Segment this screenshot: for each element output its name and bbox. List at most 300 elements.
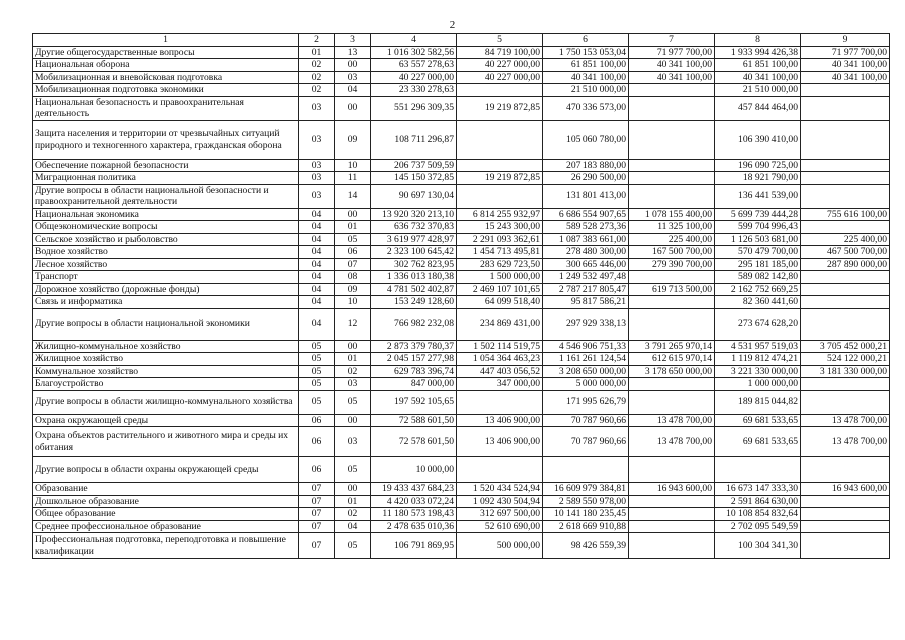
- value-col-6: 70 787 960,66: [543, 427, 629, 457]
- row-name: Жилищное хозяйство: [33, 353, 299, 366]
- value-col-7: 40 341 100,00: [629, 59, 715, 72]
- value-col-5: 2 469 107 101,65: [457, 283, 543, 296]
- value-col-4: 1 336 013 180,38: [371, 271, 457, 284]
- value-col-5: 1 502 114 519,75: [457, 340, 543, 353]
- row-subsection-code: 11: [335, 172, 371, 185]
- row-name: Профессиональная подготовка, переподготовка и повышение квалификации: [33, 533, 299, 559]
- value-col-4: 106 791 869,95: [371, 533, 457, 559]
- value-col-6: 589 528 273,36: [543, 221, 629, 234]
- value-col-7: [629, 378, 715, 391]
- value-col-7: 13 478 700,00: [629, 427, 715, 457]
- table-row: [33, 233, 890, 246]
- value-col-7: 40 341 100,00: [629, 71, 715, 84]
- value-col-9: [801, 271, 890, 284]
- value-col-9: 16 943 600,00: [801, 483, 890, 496]
- row-subsection-code: 08: [335, 271, 371, 284]
- value-col-6: 171 995 626,79: [543, 390, 629, 414]
- value-col-9: [801, 159, 890, 172]
- value-col-9: 71 977 700,00: [801, 46, 890, 59]
- value-col-8: 10 108 854 832,64: [715, 508, 801, 521]
- value-col-7: [629, 495, 715, 508]
- row-name: Коммунальное хозяйство: [33, 365, 299, 378]
- value-col-5: 84 719 100,00: [457, 46, 543, 59]
- value-col-8: 570 479 700,00: [715, 246, 801, 259]
- row-name: Другие вопросы в области жилищно-коммунального хозяйства: [33, 390, 299, 414]
- value-col-8: 589 082 142,80: [715, 271, 801, 284]
- value-col-9: 40 341 100,00: [801, 71, 890, 84]
- value-col-8: 18 921 790,00: [715, 172, 801, 185]
- table-row: [33, 271, 890, 284]
- value-col-7: 3 178 650 000,00: [629, 365, 715, 378]
- table-body: [33, 46, 890, 559]
- value-col-4: 72 578 601,50: [371, 427, 457, 457]
- row-name: Дошкольное образование: [33, 495, 299, 508]
- value-col-5: 19 219 872,85: [457, 96, 543, 120]
- value-col-4: 2 873 379 780,37: [371, 340, 457, 353]
- table-row: [33, 84, 890, 97]
- value-col-4: 145 150 372,85: [371, 172, 457, 185]
- row-section-code: 05: [299, 365, 335, 378]
- value-col-8: 3 221 330 000,00: [715, 365, 801, 378]
- value-col-7: 71 977 700,00: [629, 46, 715, 59]
- value-col-8: 189 815 044,82: [715, 390, 801, 414]
- value-col-9: [801, 378, 890, 391]
- row-name: Другие вопросы в области охраны окружающей среды: [33, 457, 299, 483]
- value-col-6: 1 161 261 124,54: [543, 353, 629, 366]
- value-col-9: [801, 283, 890, 296]
- value-col-8: 82 360 441,60: [715, 296, 801, 309]
- value-col-7: [629, 184, 715, 208]
- value-col-6: 1 087 383 661,00: [543, 233, 629, 246]
- row-subsection-code: 00: [335, 414, 371, 427]
- value-col-4: 847 000,00: [371, 378, 457, 391]
- value-col-5: 19 219 872,85: [457, 172, 543, 185]
- value-col-6: 95 817 586,21: [543, 296, 629, 309]
- table-row: [33, 184, 890, 208]
- value-col-5: 52 610 690,00: [457, 520, 543, 533]
- column-header: 9: [801, 34, 890, 47]
- value-col-7: 1 078 155 400,00: [629, 208, 715, 221]
- value-col-7: [629, 533, 715, 559]
- value-col-6: 2 618 669 910,88: [543, 520, 629, 533]
- value-col-9: [801, 508, 890, 521]
- value-col-9: 225 400,00: [801, 233, 890, 246]
- value-col-7: [629, 271, 715, 284]
- value-col-6: 5 000 000,00: [543, 378, 629, 391]
- value-col-4: 551 296 309,35: [371, 96, 457, 120]
- row-section-code: 07: [299, 520, 335, 533]
- row-section-code: 01: [299, 46, 335, 59]
- value-col-8: 5 699 739 444,28: [715, 208, 801, 221]
- value-col-5: 40 227 000,00: [457, 71, 543, 84]
- table-row: [33, 495, 890, 508]
- value-col-6: 297 929 338,13: [543, 308, 629, 340]
- value-col-5: 2 291 093 362,61: [457, 233, 543, 246]
- value-col-5: 283 629 723,50: [457, 258, 543, 271]
- value-col-4: 2 323 100 645,42: [371, 246, 457, 259]
- value-col-6: 2 787 217 805,47: [543, 283, 629, 296]
- value-col-5: 1 520 434 524,94: [457, 483, 543, 496]
- value-col-5: [457, 84, 543, 97]
- row-subsection-code: 03: [335, 71, 371, 84]
- row-subsection-code: 00: [335, 59, 371, 72]
- row-section-code: 02: [299, 71, 335, 84]
- row-subsection-code: 02: [335, 365, 371, 378]
- value-col-9: [801, 457, 890, 483]
- value-col-4: 19 433 437 684,23: [371, 483, 457, 496]
- row-name: Национальная экономика: [33, 208, 299, 221]
- row-name: Национальная оборона: [33, 59, 299, 72]
- value-col-4: 2 478 635 010,36: [371, 520, 457, 533]
- value-col-7: [629, 308, 715, 340]
- value-col-9: 3 181 330 000,00: [801, 365, 890, 378]
- value-col-9: [801, 221, 890, 234]
- value-col-9: 755 616 100,00: [801, 208, 890, 221]
- value-col-7: 167 500 700,00: [629, 246, 715, 259]
- column-header: 3: [335, 34, 371, 47]
- column-header: 4: [371, 34, 457, 47]
- value-col-6: 207 183 880,00: [543, 159, 629, 172]
- value-col-6: 1 750 153 053,04: [543, 46, 629, 59]
- value-col-5: [457, 120, 543, 159]
- row-section-code: 03: [299, 159, 335, 172]
- value-col-4: 13 920 320 213,10: [371, 208, 457, 221]
- value-col-7: [629, 159, 715, 172]
- value-col-8: 100 304 341,30: [715, 533, 801, 559]
- value-col-9: [801, 533, 890, 559]
- value-col-8: 4 531 957 519,03: [715, 340, 801, 353]
- page-number: 2: [449, 19, 456, 31]
- table-row: [33, 390, 890, 414]
- value-col-8: 196 090 725,00: [715, 159, 801, 172]
- value-col-6: 16 609 979 384,81: [543, 483, 629, 496]
- value-col-8: 1 126 503 681,00: [715, 233, 801, 246]
- value-col-5: [457, 390, 543, 414]
- table-row: [33, 59, 890, 72]
- value-col-5: 6 814 255 932,97: [457, 208, 543, 221]
- value-col-4: 636 732 370,83: [371, 221, 457, 234]
- value-col-7: 11 325 100,00: [629, 221, 715, 234]
- column-header: 2: [299, 34, 335, 47]
- table-row: [33, 208, 890, 221]
- row-name: Общее образование: [33, 508, 299, 521]
- value-col-7: [629, 84, 715, 97]
- row-section-code: 05: [299, 353, 335, 366]
- table-row: [33, 172, 890, 185]
- value-col-7: 3 791 265 970,14: [629, 340, 715, 353]
- row-name: Лесное хозяйство: [33, 258, 299, 271]
- value-col-6: 470 336 573,00: [543, 96, 629, 120]
- value-col-6: 131 801 413,00: [543, 184, 629, 208]
- value-col-8: 106 390 410,00: [715, 120, 801, 159]
- value-col-9: 287 890 000,00: [801, 258, 890, 271]
- row-name: Национальная безопасность и правоохранительная деятельность: [33, 96, 299, 120]
- value-col-7: [629, 520, 715, 533]
- value-col-7: 16 943 600,00: [629, 483, 715, 496]
- value-col-4: 23 330 278,63: [371, 84, 457, 97]
- value-col-7: [629, 172, 715, 185]
- row-section-code: 04: [299, 208, 335, 221]
- value-col-5: 13 406 900,00: [457, 427, 543, 457]
- row-name: Образование: [33, 483, 299, 496]
- value-col-7: [629, 96, 715, 120]
- value-col-5: 1 092 430 504,94: [457, 495, 543, 508]
- row-subsection-code: 01: [335, 495, 371, 508]
- row-section-code: 02: [299, 59, 335, 72]
- row-subsection-code: 09: [335, 120, 371, 159]
- row-name: Благоустройство: [33, 378, 299, 391]
- value-col-7: [629, 390, 715, 414]
- row-subsection-code: 09: [335, 283, 371, 296]
- table-row: [33, 340, 890, 353]
- value-col-5: 1 454 713 495,81: [457, 246, 543, 259]
- value-col-9: [801, 495, 890, 508]
- table-row: [33, 533, 890, 559]
- table-row: [33, 483, 890, 496]
- row-section-code: 07: [299, 495, 335, 508]
- row-section-code: 03: [299, 184, 335, 208]
- value-col-8: 273 674 628,20: [715, 308, 801, 340]
- row-subsection-code: 05: [335, 533, 371, 559]
- row-subsection-code: 01: [335, 353, 371, 366]
- value-col-7: 13 478 700,00: [629, 414, 715, 427]
- row-section-code: 04: [299, 258, 335, 271]
- row-subsection-code: 12: [335, 308, 371, 340]
- row-section-code: 04: [299, 221, 335, 234]
- value-col-6: 61 851 100,00: [543, 59, 629, 72]
- row-subsection-code: 14: [335, 184, 371, 208]
- value-col-8: 136 441 539,00: [715, 184, 801, 208]
- column-header: 7: [629, 34, 715, 47]
- row-name: Среднее профессиональное образование: [33, 520, 299, 533]
- value-col-6: 4 546 906 751,33: [543, 340, 629, 353]
- value-col-5: 13 406 900,00: [457, 414, 543, 427]
- table-row: [33, 365, 890, 378]
- row-section-code: 04: [299, 308, 335, 340]
- row-name: Сельское хозяйство и рыболовство: [33, 233, 299, 246]
- table-row: [33, 258, 890, 271]
- table-row: [33, 71, 890, 84]
- value-col-8: 295 181 185,00: [715, 258, 801, 271]
- table-row: [33, 520, 890, 533]
- value-col-4: 197 592 105,65: [371, 390, 457, 414]
- table-row: [33, 96, 890, 120]
- row-subsection-code: 07: [335, 258, 371, 271]
- value-col-4: 1 016 302 582,56: [371, 46, 457, 59]
- value-col-7: [629, 508, 715, 521]
- row-section-code: 06: [299, 414, 335, 427]
- row-section-code: 06: [299, 457, 335, 483]
- value-col-4: 72 588 601,50: [371, 414, 457, 427]
- row-subsection-code: 10: [335, 159, 371, 172]
- table-row: [33, 246, 890, 259]
- row-name: Жилищно-коммунальное хозяйство: [33, 340, 299, 353]
- value-col-5: 447 403 056,52: [457, 365, 543, 378]
- table-row: [33, 221, 890, 234]
- table-row: [33, 353, 890, 366]
- column-header: 1: [33, 34, 299, 47]
- row-section-code: 07: [299, 483, 335, 496]
- value-col-5: 347 000,00: [457, 378, 543, 391]
- row-section-code: 04: [299, 271, 335, 284]
- column-header: 8: [715, 34, 801, 47]
- value-col-8: 2 591 864 630,00: [715, 495, 801, 508]
- value-col-9: [801, 96, 890, 120]
- value-col-8: 457 844 464,00: [715, 96, 801, 120]
- value-col-8: 69 681 533,65: [715, 427, 801, 457]
- value-col-5: 500 000,00: [457, 533, 543, 559]
- value-col-8: [715, 457, 801, 483]
- value-col-5: [457, 184, 543, 208]
- value-col-4: 11 180 573 198,43: [371, 508, 457, 521]
- row-name: Защита населения и территории от чрезвычайных ситуаций природного и техногенного характера, гражданская оборона: [33, 120, 299, 159]
- value-col-6: 98 426 559,39: [543, 533, 629, 559]
- row-section-code: 07: [299, 508, 335, 521]
- value-col-4: 4 420 033 072,24: [371, 495, 457, 508]
- row-name: Другие вопросы в области национальной экономики: [33, 308, 299, 340]
- value-col-9: [801, 520, 890, 533]
- row-subsection-code: 03: [335, 427, 371, 457]
- value-col-8: 1 933 994 426,38: [715, 46, 801, 59]
- value-col-5: 1 500 000,00: [457, 271, 543, 284]
- value-col-5: 234 869 431,00: [457, 308, 543, 340]
- value-col-9: 467 500 700,00: [801, 246, 890, 259]
- row-subsection-code: 04: [335, 520, 371, 533]
- value-col-4: 629 783 396,74: [371, 365, 457, 378]
- value-col-6: 3 208 650 000,00: [543, 365, 629, 378]
- value-col-7: [629, 457, 715, 483]
- row-subsection-code: 10: [335, 296, 371, 309]
- row-section-code: 03: [299, 172, 335, 185]
- row-section-code: 05: [299, 340, 335, 353]
- row-subsection-code: 03: [335, 378, 371, 391]
- value-col-7: [629, 296, 715, 309]
- value-col-4: 40 227 000,00: [371, 71, 457, 84]
- value-col-8: 21 510 000,00: [715, 84, 801, 97]
- row-section-code: 02: [299, 84, 335, 97]
- value-col-8: 69 681 533,65: [715, 414, 801, 427]
- value-col-6: 1 249 532 497,48: [543, 271, 629, 284]
- row-subsection-code: 04: [335, 84, 371, 97]
- column-header-row: [33, 34, 890, 47]
- value-col-9: [801, 184, 890, 208]
- value-col-4: 766 982 232,08: [371, 308, 457, 340]
- value-col-8: 599 704 996,43: [715, 221, 801, 234]
- row-section-code: 04: [299, 296, 335, 309]
- value-col-5: [457, 159, 543, 172]
- value-col-8: 1 000 000,00: [715, 378, 801, 391]
- row-name: Транспорт: [33, 271, 299, 284]
- value-col-8: 40 341 100,00: [715, 71, 801, 84]
- value-col-8: 2 162 752 669,25: [715, 283, 801, 296]
- row-name: Обеспечение пожарной безопасности: [33, 159, 299, 172]
- row-name: Дорожное хозяйство (дорожные фонды): [33, 283, 299, 296]
- value-col-9: [801, 172, 890, 185]
- value-col-4: 302 762 823,95: [371, 258, 457, 271]
- value-col-4: 10 000,00: [371, 457, 457, 483]
- value-col-8: 61 851 100,00: [715, 59, 801, 72]
- row-subsection-code: 05: [335, 390, 371, 414]
- value-col-9: 13 478 700,00: [801, 427, 890, 457]
- row-name: Миграционная политика: [33, 172, 299, 185]
- value-col-4: 108 711 296,87: [371, 120, 457, 159]
- value-col-9: 524 122 000,21: [801, 353, 890, 366]
- value-col-6: 278 480 300,00: [543, 246, 629, 259]
- value-col-9: 40 341 100,00: [801, 59, 890, 72]
- value-col-6: [543, 457, 629, 483]
- value-col-8: 16 673 147 333,30: [715, 483, 801, 496]
- row-section-code: 04: [299, 233, 335, 246]
- value-col-4: 206 737 509,59: [371, 159, 457, 172]
- value-col-7: 612 615 970,14: [629, 353, 715, 366]
- row-subsection-code: 05: [335, 233, 371, 246]
- value-col-6: 2 589 550 978,00: [543, 495, 629, 508]
- value-col-6: 6 686 554 907,65: [543, 208, 629, 221]
- table-row: [33, 414, 890, 427]
- row-section-code: 05: [299, 390, 335, 414]
- table-row: [33, 283, 890, 296]
- value-col-6: 26 290 500,00: [543, 172, 629, 185]
- value-col-9: [801, 308, 890, 340]
- column-header: 5: [457, 34, 543, 47]
- table-row: [33, 457, 890, 483]
- value-col-6: 300 665 446,00: [543, 258, 629, 271]
- row-name: Охрана окружающей среды: [33, 414, 299, 427]
- value-col-5: [457, 457, 543, 483]
- row-section-code: 03: [299, 120, 335, 159]
- budget-table: [32, 33, 890, 559]
- value-col-9: 13 478 700,00: [801, 414, 890, 427]
- row-name: Мобилизационная подготовка экономики: [33, 84, 299, 97]
- row-subsection-code: 00: [335, 208, 371, 221]
- value-col-5: 64 099 518,40: [457, 296, 543, 309]
- row-section-code: 04: [299, 246, 335, 259]
- row-subsection-code: 00: [335, 96, 371, 120]
- row-name: Другие вопросы в области национальной безопасности и правоохранительной деятельности: [33, 184, 299, 208]
- value-col-8: 2 702 095 549,59: [715, 520, 801, 533]
- row-subsection-code: 05: [335, 457, 371, 483]
- value-col-6: 105 060 780,00: [543, 120, 629, 159]
- row-name: Другие общегосударственные вопросы: [33, 46, 299, 59]
- value-col-9: [801, 120, 890, 159]
- value-col-6: 10 141 180 235,45: [543, 508, 629, 521]
- value-col-9: 3 705 452 000,21: [801, 340, 890, 353]
- value-col-4: 90 697 130,04: [371, 184, 457, 208]
- row-name: Водное хозяйство: [33, 246, 299, 259]
- row-subsection-code: 13: [335, 46, 371, 59]
- value-col-5: 312 697 500,00: [457, 508, 543, 521]
- value-col-9: [801, 390, 890, 414]
- table-row: [33, 508, 890, 521]
- table-row: [33, 159, 890, 172]
- value-col-4: 3 619 977 428,97: [371, 233, 457, 246]
- value-col-6: 40 341 100,00: [543, 71, 629, 84]
- row-name: Общеэкономические вопросы: [33, 221, 299, 234]
- value-col-4: 153 249 128,60: [371, 296, 457, 309]
- row-name: Мобилизационная и вневойсковая подготовка: [33, 71, 299, 84]
- row-subsection-code: 00: [335, 340, 371, 353]
- value-col-5: 40 227 000,00: [457, 59, 543, 72]
- table-row: [33, 378, 890, 391]
- row-section-code: 04: [299, 283, 335, 296]
- value-col-4: 63 557 278,63: [371, 59, 457, 72]
- value-col-9: [801, 84, 890, 97]
- value-col-7: 225 400,00: [629, 233, 715, 246]
- table-row: [33, 120, 890, 159]
- row-section-code: 05: [299, 378, 335, 391]
- row-section-code: 07: [299, 533, 335, 559]
- value-col-6: 70 787 960,66: [543, 414, 629, 427]
